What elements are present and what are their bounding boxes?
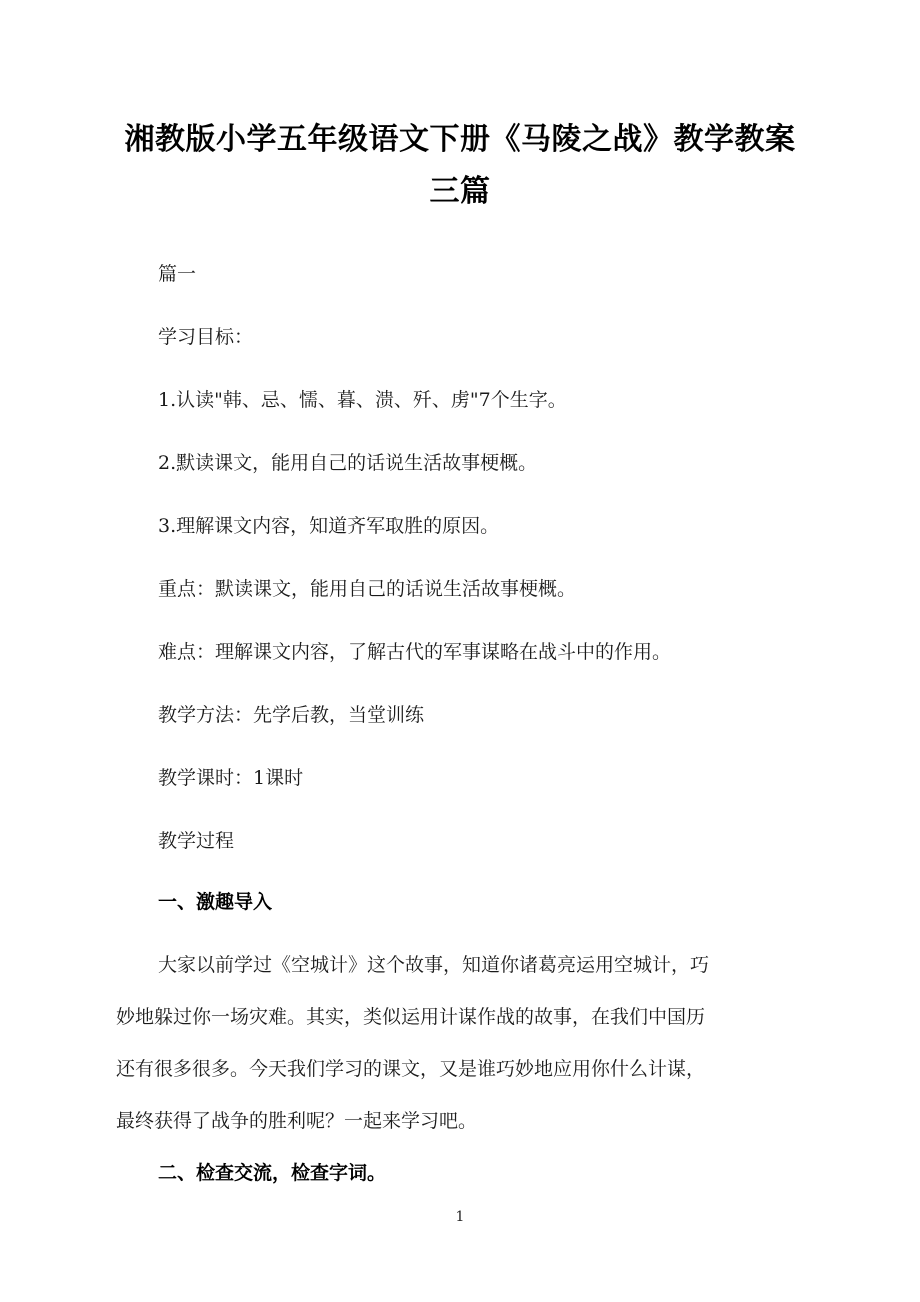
objective-item-1: 1.认读"韩、忌、懦、暮、溃、歼、虏"7个生字。 [158, 389, 567, 411]
key-point: 重点：默读课文，能用自己的话说生活故事梗概。 [158, 578, 577, 600]
document-title [100, 114, 820, 218]
paragraph-line: 还有很多很多。今天我们学习的课文，又是谁巧妙地应用你什么计谋， [116, 1058, 706, 1080]
title-line-1: 湘教版小学五年级语文下册《马陵之战》教学教案 [124, 122, 796, 157]
page-number: 1 [455, 1209, 465, 1225]
section-label: 篇一 [158, 263, 197, 285]
step2-heading: 二、检查交流，检查字词。 [158, 1162, 387, 1184]
difficulty: 难点：理解课文内容，了解古代的军事谋略在战斗中的作用。 [158, 641, 672, 663]
process-label: 教学过程 [158, 830, 235, 852]
step1-heading: 一、激趣导入 [158, 891, 273, 913]
objective-item-2: 2.默读课文，能用自己的话说生活故事梗概。 [158, 452, 538, 474]
class-hours: 教学课时：1课时 [158, 767, 304, 789]
paragraph-line: 妙地躲过你一场灾难。其实，类似运用计谋作战的故事，在我们中国历 [116, 1006, 706, 1028]
paragraph-line: 大家以前学过《空城计》这个故事，知道你诸葛亮运用空城计，巧 [158, 954, 710, 976]
paragraph-line: 最终获得了战争的胜利呢？一起来学习吧。 [116, 1110, 478, 1132]
step1-paragraph [116, 953, 788, 1161]
objectives-heading: 学习目标： [158, 326, 254, 348]
teaching-method: 教学方法：先学后教，当堂训练 [158, 704, 425, 726]
objective-item-3: 3.理解课文内容，知道齐军取胜的原因。 [158, 515, 500, 537]
title-line-2: 三篇 [429, 174, 491, 209]
